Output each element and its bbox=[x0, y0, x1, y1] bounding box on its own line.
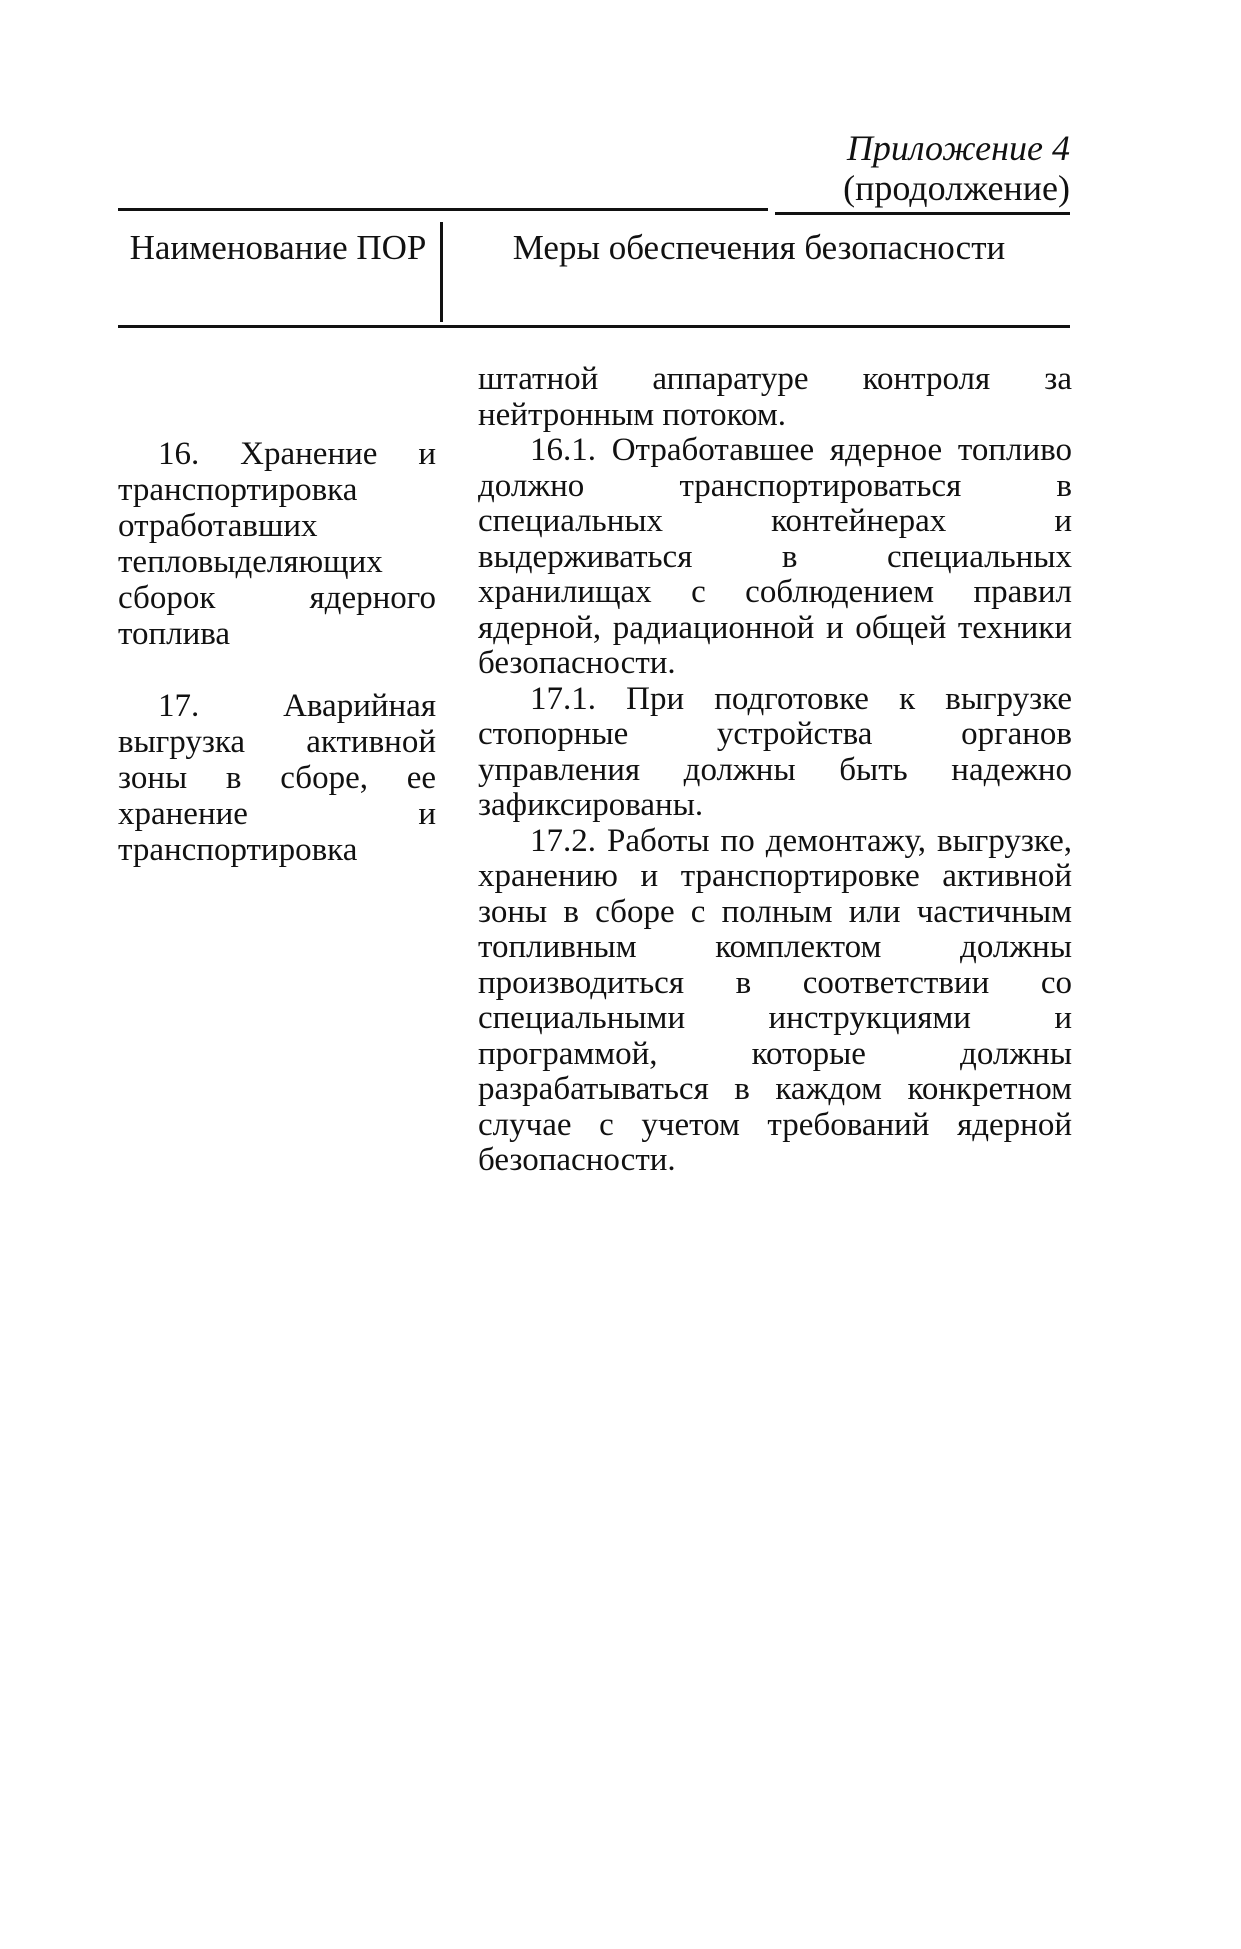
continuation-text: штатной аппаратуре контроля за нейтронным потоком. bbox=[478, 361, 1072, 433]
por-item-17-text: 17. Аварийная выгрузка активной зоны в сборе, ее хранение и транспортировка bbox=[118, 688, 436, 868]
appendix-title: Приложение 4 bbox=[846, 128, 1070, 168]
measure-16-1: 16.1. Отработавшее ядерное топливо должно транспортироваться в специальных контейнерах и выдерживаться в специальных хранилищах с соблюдением правил ядерной, радиационной и общей техники безопасности. bbox=[478, 432, 1072, 681]
column-header-name: Наименование ПОР bbox=[129, 228, 427, 267]
table-top-rule-right bbox=[775, 212, 1070, 215]
column-header-measures: Меры обеспечения безопасности bbox=[512, 228, 1006, 267]
appendix-subtitle: (продолжение) bbox=[843, 168, 1070, 208]
header-bottom-rule bbox=[118, 325, 1070, 328]
measure-17-1: 17.1. При подготовке к выгрузке стопорные устройства органов управления должны быть надежно зафиксированы. bbox=[478, 680, 1072, 823]
appendix-label bbox=[760, 128, 1070, 208]
por-item-16-text: 16. Хранение и транспортировка отработавших тепловыделяющих сборок ядерного топлива bbox=[118, 436, 436, 652]
table-top-rule bbox=[118, 208, 768, 211]
por-item-16 bbox=[118, 436, 436, 652]
por-item-17 bbox=[118, 688, 436, 868]
measures-column bbox=[478, 362, 1072, 1179]
measure-17-2: 17.2. Работы по демонтажу, выгрузке, хранению и транспортировке активной зоны в сборе с полным или частичным топливным комплектом должны производиться в соответствии со специальными инструкциями и программой, которые должны разрабатываться в каждом конкретном случае с учетом требований ядерной безопасности. bbox=[478, 822, 1072, 1178]
header-column-divider bbox=[440, 222, 443, 322]
